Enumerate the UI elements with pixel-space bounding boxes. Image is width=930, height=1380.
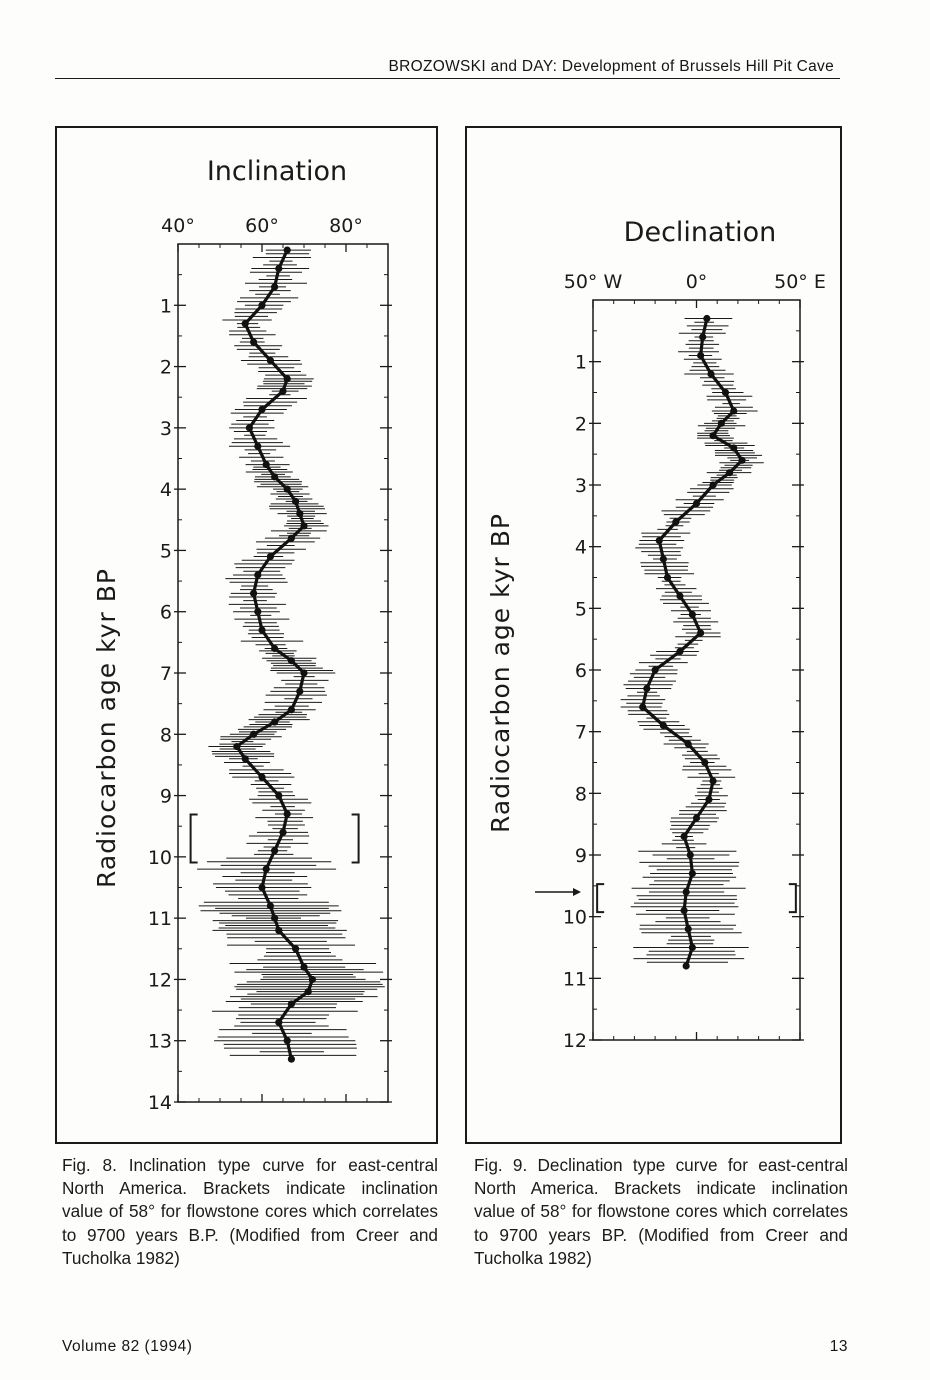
- data-point: [709, 481, 716, 488]
- x-tick-label: 60°: [245, 215, 279, 237]
- data-point: [271, 718, 278, 725]
- data-point: [258, 627, 265, 634]
- data-point: [267, 902, 274, 909]
- y-axis-label: Radiocarbon age kyr BP: [92, 568, 121, 888]
- data-point: [305, 988, 312, 995]
- data-point: [288, 535, 295, 542]
- figure-8-caption: Fig. 8. Inclination type curve for east-central North America. Brackets indicate inclination value of 58° for flowstone cores which correlates to 9700 years B.P. (Modified from Creer and Tucholka 1982): [62, 1155, 438, 1268]
- y-tick-label: 10: [147, 846, 172, 869]
- x-tick-label: 50° E: [774, 271, 826, 293]
- y-tick-label: 13: [147, 1030, 172, 1053]
- y-tick-label: 8: [574, 783, 587, 806]
- data-point: [722, 389, 729, 396]
- data-point: [656, 537, 663, 544]
- data-point: [258, 302, 265, 309]
- data-point: [263, 866, 270, 873]
- data-point: [271, 915, 278, 922]
- data-point: [652, 666, 659, 673]
- data-point: [738, 457, 745, 464]
- data-point: [705, 796, 712, 803]
- data-point: [267, 553, 274, 560]
- y-tick-label: 5: [159, 540, 172, 563]
- data-point: [258, 406, 265, 413]
- data-point: [707, 370, 714, 377]
- y-tick-label: 3: [574, 475, 587, 497]
- data-point: [693, 500, 700, 507]
- page-number: 13: [829, 1338, 848, 1355]
- data-point: [284, 375, 291, 382]
- data-point: [683, 888, 690, 895]
- data-point: [683, 962, 690, 969]
- data-point: [689, 870, 696, 877]
- y-tick-label: 2: [574, 413, 587, 436]
- data-point: [271, 847, 278, 854]
- data-point: [689, 611, 696, 618]
- y-tick-label: 9: [574, 845, 587, 867]
- y-tick-label: 7: [159, 663, 172, 685]
- data-point: [284, 810, 291, 817]
- figure-9-declination-chart: [465, 126, 842, 1144]
- data-point: [258, 774, 265, 781]
- data-point: [660, 555, 667, 562]
- data-point: [292, 498, 299, 505]
- data-point: [697, 629, 704, 636]
- x-tick-label: 0°: [685, 271, 708, 293]
- data-point: [672, 518, 679, 525]
- data-point: [275, 265, 282, 272]
- y-tick-label: 5: [574, 598, 587, 621]
- declination-plot: [467, 128, 840, 1142]
- data-point: [271, 645, 278, 652]
- running-title: BROZOWSKI and DAY: Development of Brussels Hill Pit Cave: [388, 58, 834, 75]
- data-point: [687, 851, 694, 858]
- data-point: [242, 755, 249, 762]
- y-tick-label: 6: [574, 660, 587, 682]
- data-point: [643, 685, 650, 692]
- y-tick-label: 1: [159, 295, 172, 318]
- y-tick-label: 6: [159, 601, 172, 624]
- data-point: [685, 740, 692, 747]
- data-point: [263, 461, 270, 468]
- data-point: [250, 338, 257, 345]
- data-point: [288, 1000, 295, 1007]
- data-point: [288, 1056, 295, 1063]
- data-point: [284, 486, 291, 493]
- data-point: [676, 648, 683, 655]
- data-point: [718, 420, 725, 427]
- data-point: [701, 759, 708, 766]
- data-point: [296, 688, 303, 695]
- y-tick-label: 11: [562, 968, 587, 991]
- footer-volume: Volume 82 (1994): [62, 1338, 193, 1355]
- data-point: [271, 283, 278, 290]
- x-tick-label: 80°: [329, 215, 363, 237]
- y-tick-label: 2: [159, 356, 172, 379]
- data-point: [275, 792, 282, 799]
- figure-8-inclination-chart: [55, 126, 438, 1144]
- data-point: [685, 925, 692, 932]
- right-bracket: [789, 884, 796, 912]
- data-point: [709, 777, 716, 784]
- x-tick-label: 50° W: [563, 271, 623, 293]
- data-point: [296, 510, 303, 517]
- data-point: [279, 829, 286, 836]
- data-point: [233, 743, 240, 750]
- right-bracket: [352, 814, 359, 862]
- x-tick-label: 40°: [161, 215, 195, 237]
- data-point: [250, 731, 257, 738]
- data-point: [254, 443, 261, 450]
- data-point: [689, 944, 696, 951]
- data-point: [300, 964, 307, 971]
- figure-9-caption: Fig. 9. Declination type curve for east-central North America. Brackets indicate inclination value of 58° for flowstone cores which correlates to 9700 years BP. (Modified from Creer and Tucholka 1982): [474, 1155, 848, 1268]
- data-point: [250, 590, 257, 597]
- data-point: [730, 407, 737, 414]
- data-point: [664, 574, 671, 581]
- data-point: [254, 571, 261, 578]
- data-point: [660, 722, 667, 729]
- data-point: [254, 608, 261, 615]
- y-tick-label: 10: [562, 906, 587, 929]
- chart-title: Inclination: [206, 156, 348, 187]
- data-point: [639, 703, 646, 710]
- data-point: [279, 387, 286, 394]
- data-point: [699, 333, 706, 340]
- data-point: [309, 976, 316, 983]
- data-point: [703, 315, 710, 322]
- data-point: [292, 945, 299, 952]
- data-point: [246, 424, 253, 431]
- data-point: [258, 884, 265, 891]
- data-point: [676, 592, 683, 599]
- data-point: [275, 927, 282, 934]
- y-tick-label: 8: [159, 724, 172, 747]
- data-point: [284, 247, 291, 254]
- data-point: [300, 522, 307, 529]
- data-point: [693, 814, 700, 821]
- y-tick-label: 1: [574, 351, 587, 374]
- data-point: [680, 907, 687, 914]
- data-point: [288, 706, 295, 713]
- y-tick-label: 11: [147, 908, 172, 931]
- y-tick-label: 4: [159, 479, 172, 502]
- y-tick-label: 9: [159, 785, 172, 808]
- data-point: [267, 357, 274, 364]
- left-bracket: [191, 814, 198, 862]
- data-point: [271, 473, 278, 480]
- y-tick-label: 4: [574, 536, 587, 559]
- data-point: [726, 469, 733, 476]
- chart-title: Declination: [623, 217, 777, 248]
- running-header: [55, 58, 840, 79]
- inclination-plot: [57, 128, 436, 1142]
- data-point: [284, 1037, 291, 1044]
- y-axis-label: Radiocarbon age kyr BP: [486, 513, 515, 833]
- data-point: [709, 432, 716, 439]
- data-point: [300, 669, 307, 676]
- data-point: [680, 833, 687, 840]
- y-tick-label: 12: [562, 1030, 587, 1052]
- y-tick-label: 12: [147, 969, 172, 992]
- series-line: [643, 319, 742, 967]
- data-point: [697, 352, 704, 359]
- y-tick-label: 3: [159, 417, 172, 440]
- y-tick-label: 7: [574, 721, 587, 744]
- data-point: [242, 320, 249, 327]
- data-point: [275, 1019, 282, 1026]
- left-bracket: [597, 884, 604, 912]
- arrow-icon: [573, 888, 581, 896]
- data-point: [288, 657, 295, 664]
- data-point: [730, 444, 737, 451]
- y-tick-label: 14: [147, 1092, 172, 1114]
